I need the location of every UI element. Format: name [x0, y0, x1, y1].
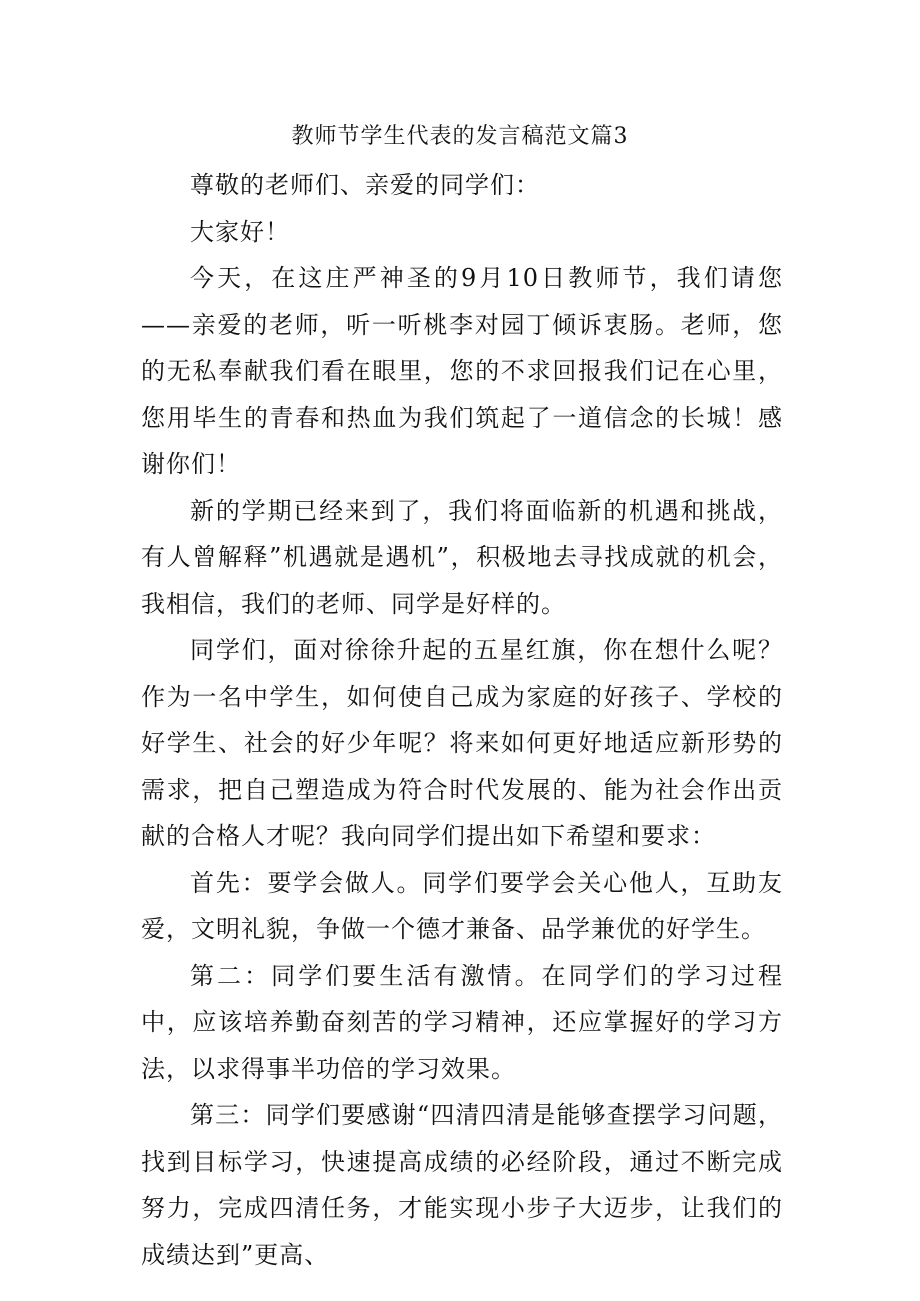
paragraph-3: 同学们，面对徐徐升起的五星红旗，你在想什么呢？作为一名中学生，如何使自己成为家庭的好孩子、学校的好学生、社会的好少年呢？将来如何更好地适应新形势的需求，把自己塑造成为符合时代发展的、能为社会作出贡献的合格人才呢？我向同学们提出如下希望和要求： [141, 636, 783, 850]
document-title: 教师节学生代表的发言稿范文篇3 [291, 124, 629, 149]
paragraph-4: 首先：要学会做人。同学们要学会关心他人，互助友爱，文明礼貌，争做一个德才兼备、品学兼优的好学生。 [141, 868, 783, 943]
greeting: 大家好！ [190, 217, 290, 246]
salutation: 尊敬的老师们、亲爱的同学们： [190, 171, 540, 199]
document-body [141, 162, 783, 1278]
paragraph-1: 今天，在这庄严神圣的9月10日教师节，我们请您——亲爱的老师，听一听桃李对园丁倾诉衷肠。老师，您的无私奉献我们看在眼里，您的不求回报我们记在心里，您用毕生的青春和热血为我们筑起了一道信念的长城！感谢你们！ [141, 264, 783, 478]
paragraph-5: 第二：同学们要生活有激情。在同学们的学习过程中，应该培养勤奋刻苦的学习精神，还应掌握好的学习方法，以求得事半功倍的学习效果。 [141, 961, 783, 1083]
paragraph-2: 新的学期已经来到了，我们将面临新的机遇和挑战，有人曾解释”机遇就是遇机”，积极地去寻找成就的机会，我相信，我们的老师、同学是好样的。 [141, 496, 783, 618]
paragraph-6: 第三：同学们要感谢“四清四清是能够查摆学习问题，找到目标学习，快速提高成绩的必经阶段，通过不断完成努力，完成四清任务，才能实现小步子大迈步，让我们的成绩达到”更高、 [141, 1101, 783, 1269]
